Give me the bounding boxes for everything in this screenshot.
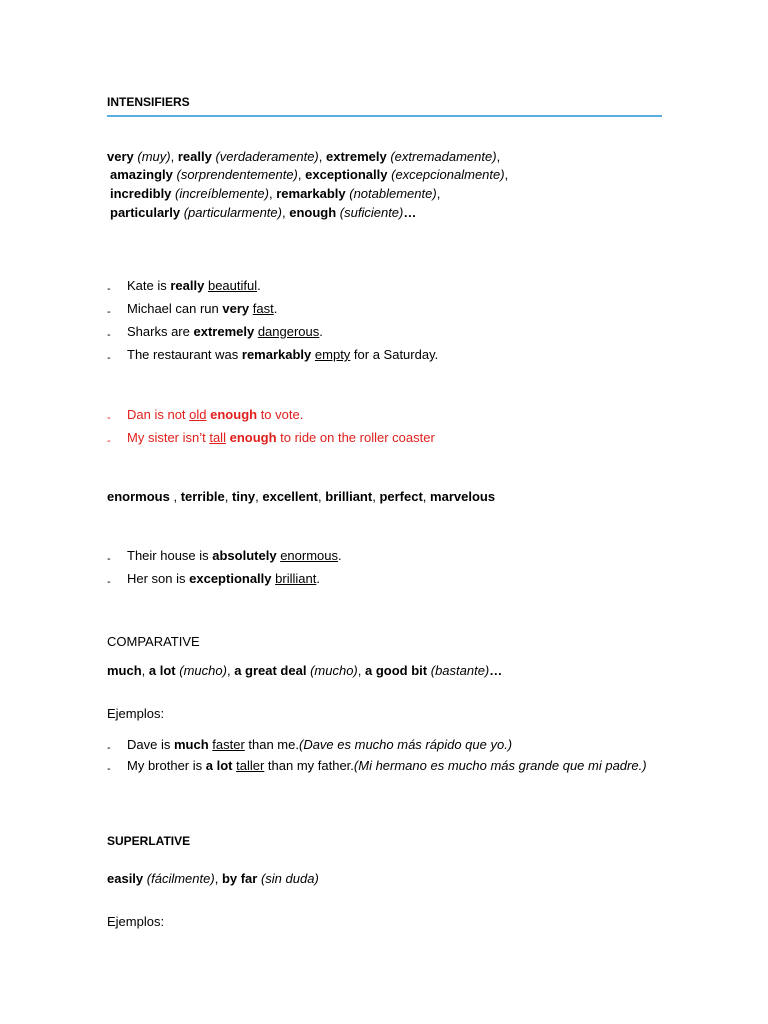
text-run: Sharks are xyxy=(127,324,194,339)
text-run: , xyxy=(436,186,441,201)
text-run: , xyxy=(297,167,306,182)
bold-term: really xyxy=(170,278,205,293)
text-run: , xyxy=(141,663,149,678)
underlined-adjective: faster xyxy=(212,737,245,752)
text-run: The restaurant was xyxy=(127,347,242,362)
comparative-example-sentence xyxy=(127,756,660,775)
list-bullet: - xyxy=(107,412,111,424)
example-sentence xyxy=(127,277,261,295)
intensifiers-line-3 xyxy=(110,185,440,203)
bold-term: very xyxy=(107,149,134,164)
translation: (extremadamente) xyxy=(390,149,497,164)
superlative-words xyxy=(107,870,319,888)
text-run: Dave is xyxy=(127,737,174,752)
intensifiers-line-2 xyxy=(110,166,508,184)
text-run: , xyxy=(170,149,178,164)
text-run: . xyxy=(338,548,342,563)
bold-term: remarkably xyxy=(241,347,312,362)
title-underline-divider xyxy=(107,115,662,117)
text-run: to vote. xyxy=(257,407,304,422)
comparative-heading: COMPARATIVE xyxy=(107,634,200,649)
text-run: . xyxy=(257,278,261,293)
bold-term: enough xyxy=(289,205,337,220)
example-sentence xyxy=(127,346,438,364)
translation: (increíblemente) xyxy=(175,186,269,201)
bold-term: much xyxy=(173,737,209,752)
translation: (Mi hermano es mucho más grande que mi padre.) xyxy=(353,758,647,773)
bold-term: extremely xyxy=(326,149,387,164)
translation: (notablemente) xyxy=(349,186,437,201)
text-run: than me. xyxy=(244,737,299,752)
comparative-example-sentence xyxy=(127,736,512,754)
list-bullet: - xyxy=(107,435,111,447)
list-bullet: - xyxy=(107,576,111,588)
text-run: , xyxy=(372,489,380,504)
intensifiers-line-1 xyxy=(107,148,500,166)
examples-label: Ejemplos: xyxy=(107,706,165,721)
bold-term: brilliant xyxy=(325,489,373,504)
translation: (verdaderamente) xyxy=(215,149,319,164)
text-run: , xyxy=(226,663,235,678)
bold-term: extremely xyxy=(193,324,255,339)
example-sentence xyxy=(127,570,320,588)
translation: (sin duda) xyxy=(260,871,319,886)
bold-term: a lot xyxy=(205,758,233,773)
bold-term: particularly xyxy=(110,205,181,220)
bold-term: a lot xyxy=(148,663,176,678)
bold-term: marvelous xyxy=(430,489,496,504)
text-run: My sister isn’t xyxy=(127,430,210,445)
underlined-adjective: fast xyxy=(252,301,274,316)
text-run: Michael can run xyxy=(127,301,223,316)
text-run: Her son is xyxy=(127,571,190,586)
text-run: , xyxy=(169,489,181,504)
bold-term: tiny xyxy=(232,489,256,504)
bold-term: absolutely xyxy=(212,548,277,563)
bold-term: by far xyxy=(221,871,258,886)
text-run: My brother is xyxy=(127,758,206,773)
bold-term: excellent xyxy=(262,489,319,504)
underlined-adjective: old xyxy=(189,407,207,422)
translation: (muy) xyxy=(137,149,171,164)
list-bullet: - xyxy=(107,742,111,754)
underlined-adjective: brilliant xyxy=(275,571,317,586)
translation: (bastante) xyxy=(430,663,490,678)
translation: (mucho) xyxy=(310,663,358,678)
examples-label: Ejemplos: xyxy=(107,914,165,929)
bold-term: really xyxy=(177,149,212,164)
enough-example-sentence xyxy=(127,429,435,447)
text-run: , xyxy=(357,663,365,678)
bold-term: … xyxy=(403,205,417,220)
text-run: . xyxy=(316,571,320,586)
text-run: for a Saturday. xyxy=(350,347,439,362)
intensifiers-line-4 xyxy=(110,204,416,222)
text-run: , xyxy=(318,489,326,504)
strong-adjectives-list xyxy=(107,488,495,506)
translation: (excepcionalmente) xyxy=(391,167,505,182)
text-run: , xyxy=(496,149,501,164)
text-run: , xyxy=(224,489,232,504)
bold-term: amazingly xyxy=(110,167,173,182)
bold-term: enormous xyxy=(107,489,170,504)
bold-term: a great deal xyxy=(234,663,307,678)
list-bullet: - xyxy=(107,306,111,318)
text-run: , xyxy=(268,186,277,201)
translation: (suficiente) xyxy=(339,205,404,220)
bold-term: easily xyxy=(107,871,144,886)
list-bullet: - xyxy=(107,763,111,775)
underlined-adjective: enormous xyxy=(280,548,338,563)
superlative-heading: SUPERLATIVE xyxy=(107,834,191,848)
bold-term: a good bit xyxy=(365,663,428,678)
translation: (Dave es mucho más rápido que yo.) xyxy=(298,737,513,752)
bold-term: remarkably xyxy=(276,186,346,201)
bold-term: incredibly xyxy=(110,186,172,201)
bold-term: enough xyxy=(210,407,258,422)
text-run: to ride on the roller coaster xyxy=(276,430,435,445)
bold-term: … xyxy=(489,663,503,678)
text-run: , xyxy=(504,167,509,182)
enough-example-sentence xyxy=(127,406,303,424)
bold-term: perfect xyxy=(379,489,423,504)
bold-term: exceptionally xyxy=(189,571,272,586)
bold-term: terrible xyxy=(180,489,225,504)
text-run: . xyxy=(273,301,278,316)
text-run: , xyxy=(422,489,431,504)
underlined-adjective: taller xyxy=(236,758,265,773)
example-sentence xyxy=(127,547,342,565)
underlined-adjective: dangerous xyxy=(257,324,320,339)
translation: (mucho) xyxy=(179,663,227,678)
text-run: , xyxy=(255,489,263,504)
text-run: , xyxy=(281,205,290,220)
example-sentence xyxy=(127,323,323,341)
translation: (fácilmente) xyxy=(146,871,215,886)
bold-term: enough xyxy=(229,430,277,445)
list-bullet: - xyxy=(107,329,111,341)
text-run: Dan is not xyxy=(127,407,190,422)
bold-term: much xyxy=(107,663,142,678)
translation: (particularmente) xyxy=(183,205,282,220)
text-run: Their house is xyxy=(127,548,213,563)
list-bullet: - xyxy=(107,553,111,565)
underlined-adjective: empty xyxy=(314,347,351,362)
text-run: Kate is xyxy=(127,278,171,293)
text-run: . xyxy=(319,324,323,339)
list-bullet: - xyxy=(107,283,111,295)
page-title: INTENSIFIERS xyxy=(107,95,190,109)
text-run: , xyxy=(318,149,326,164)
text-run: than my father. xyxy=(264,758,354,773)
text-run: , xyxy=(214,871,222,886)
translation: (sorprendentemente) xyxy=(176,167,298,182)
bold-term: very xyxy=(222,301,250,316)
bold-term: exceptionally xyxy=(305,167,388,182)
underlined-adjective: tall xyxy=(209,430,226,445)
list-bullet: - xyxy=(107,352,111,364)
comparative-words xyxy=(107,662,502,680)
underlined-adjective: beautiful xyxy=(207,278,258,293)
example-sentence xyxy=(127,300,277,318)
